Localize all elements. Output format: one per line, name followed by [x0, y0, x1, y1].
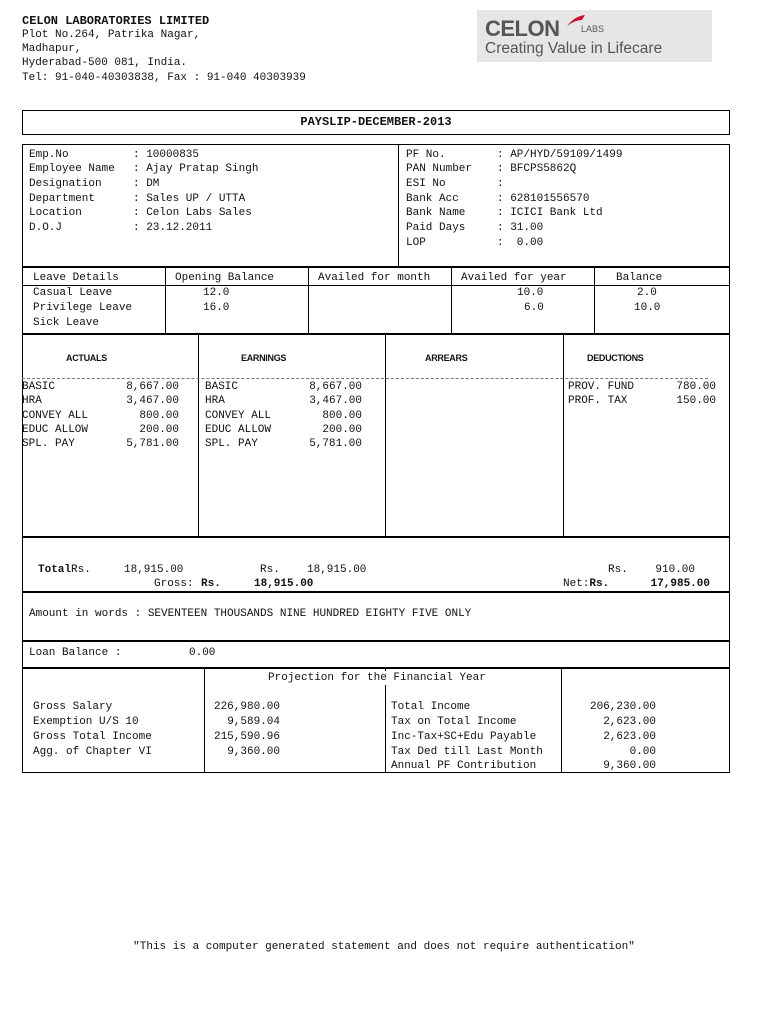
actual-item-value: 5,781.00: [126, 438, 179, 450]
projection-right-label: Inc-Tax+SC+Edu Payable: [391, 731, 537, 743]
gross-rs: Rs.: [201, 578, 221, 590]
company-contact: Tel: 91-040-40303838, Fax : 91-040 40303939: [22, 72, 306, 84]
projection-left-value: 9,360.00: [227, 746, 280, 758]
paid-days-value: : 31.00: [497, 222, 544, 234]
actual-item-label: SPL. PAY: [22, 438, 75, 450]
net-label: Net:: [563, 578, 590, 590]
loan-box: [22, 641, 730, 668]
projection-left-label: Gross Salary: [33, 701, 113, 713]
deduction-item-value: 780.00: [676, 381, 716, 393]
leave-header-balance: Balance: [616, 272, 663, 284]
pan-value: : BFCPS5862Q: [497, 163, 577, 175]
gross-value: 18,915.00: [254, 578, 314, 590]
projection-left-label: Agg. of Chapter VI: [33, 746, 152, 758]
department-value: : Sales UP / UTTA: [133, 193, 246, 205]
earning-item-value: 3,467.00: [309, 395, 362, 407]
actual-item-label: HRA: [22, 395, 42, 407]
total-rs: Rs.: [71, 564, 91, 576]
swoosh-icon: [565, 14, 587, 28]
projection-right-value: 2,623.00: [603, 731, 656, 743]
loan-label: Loan Balance :: [29, 647, 122, 659]
projection-right-label: Tax on Total Income: [391, 716, 517, 728]
location-value: : Celon Labs Sales: [133, 207, 252, 219]
total-actuals-value: 18,915.00: [124, 564, 184, 576]
paid-days-label: Paid Days: [406, 222, 466, 234]
actual-item-value: 8,667.00: [126, 381, 179, 393]
pf-value: : AP/HYD/59109/1499: [497, 149, 623, 161]
pf-label: PF No.: [406, 149, 446, 161]
actual-item-value: 3,467.00: [126, 395, 179, 407]
projection-title: Projection for the Financial Year: [268, 672, 486, 684]
projection-left-value: 215,590.96: [213, 731, 280, 743]
designation-label: Designation: [29, 178, 102, 190]
total-earnings-value: 18,915.00: [307, 564, 367, 576]
doj-value: : 23.12.2011: [133, 222, 213, 234]
name-value: : Ajay Pratap Singh: [133, 163, 259, 175]
leave-type: Casual Leave: [33, 287, 113, 299]
earning-item-value: 5,781.00: [309, 438, 362, 450]
page-title: PAYSLIP-DECEMBER-2013: [300, 115, 452, 129]
location-label: Location: [29, 207, 82, 219]
deduction-item-value: 150.00: [676, 395, 716, 407]
total-deductions-value: 910.00: [655, 564, 695, 576]
arrears-header: ARREARS: [425, 353, 468, 363]
net-pay-line: [563, 577, 609, 591]
loan-value: 0.00: [189, 647, 216, 659]
actual-item-label: CONVEY ALL: [22, 410, 89, 422]
earning-item-label: SPL. PAY: [205, 438, 258, 450]
name-label: Employee Name: [29, 163, 115, 175]
company-name: CELON LABORATORIES LIMITED: [22, 14, 210, 28]
logo-labs: LABS: [581, 24, 605, 34]
logo-brand: CELON: [485, 16, 560, 41]
leave-opening: 16.0: [203, 302, 230, 314]
empno-label: Emp.No: [29, 149, 69, 161]
leave-balance: 10.0: [634, 302, 661, 314]
total-line: [38, 563, 91, 577]
esi-value: :: [497, 178, 504, 190]
projection-right-value: 9,360.00: [603, 760, 656, 772]
leave-balance: 2.0: [637, 287, 657, 299]
pan-label: PAN Number: [406, 163, 473, 175]
deductions-header: DEDUCTIONS: [587, 353, 644, 363]
projection-right-value: 2,623.00: [603, 716, 656, 728]
total-earnings-rs: Rs.: [260, 564, 280, 576]
total-label: Total: [38, 564, 72, 576]
leave-type: Privilege Leave: [33, 302, 133, 314]
lop-label: LOP: [406, 237, 426, 249]
earning-item-label: EDUC ALLOW: [205, 424, 272, 436]
footer-note: "This is a computer generated statement and does not require authentication": [133, 941, 635, 953]
gross-label: Gross:: [154, 578, 194, 590]
deduction-item-label: PROF. TAX: [568, 395, 628, 407]
leave-year: 6.0: [524, 302, 544, 314]
amount-in-words: Amount in words : SEVENTEEN THOUSANDS NINE HUNDRED EIGHTY FIVE ONLY: [29, 608, 472, 620]
actual-item-label: EDUC ALLOW: [22, 424, 89, 436]
projection-right-value: 206,230.00: [589, 701, 656, 713]
leave-year: 10.0: [517, 287, 544, 299]
projection-right-label: Total Income: [391, 701, 471, 713]
projection-right-value: 0.00: [629, 746, 656, 758]
bank-acc-label: Bank Acc: [406, 193, 459, 205]
doj-label: D.O.J: [29, 222, 63, 234]
earning-item-label: HRA: [205, 395, 225, 407]
actual-item-label: BASIC: [22, 381, 56, 393]
leave-header-opening: Opening Balance: [175, 272, 275, 284]
company-logo: [477, 10, 712, 62]
net-value: 17,985.00: [650, 578, 710, 590]
lop-value: : 0.00: [497, 237, 544, 249]
logo-tagline: Creating Value in Lifecare: [485, 40, 663, 57]
leave-header-details: Leave Details: [33, 272, 119, 284]
leave-header-year: Availed for year: [461, 272, 567, 284]
leave-opening: 12.0: [203, 287, 230, 299]
department-label: Department: [29, 193, 96, 205]
leave-type: Sick Leave: [33, 317, 100, 329]
earning-item-value: 200.00: [322, 424, 362, 436]
company-address-line1: Plot No.264, Patrika Nagar,: [22, 29, 201, 41]
net-rs: Rs.: [589, 578, 610, 590]
actual-item-value: 200.00: [139, 424, 179, 436]
earning-item-value: 8,667.00: [309, 381, 362, 393]
projection-left-label: Gross Total Income: [33, 731, 152, 743]
actuals-header: ACTUALS: [66, 353, 107, 363]
projection-left-label: Exemption U/S 10: [33, 716, 139, 728]
actual-item-value: 800.00: [139, 410, 179, 422]
projection-left-value: 226,980.00: [213, 701, 280, 713]
empno-value: : 10000835: [133, 149, 200, 161]
employee-info-box: [22, 144, 730, 267]
projection-left-value: 9,589.04: [227, 716, 280, 728]
bank-acc-value: : 628101556570: [497, 193, 590, 205]
company-address-line2: Madhapur,: [22, 43, 82, 55]
leave-header-month: Availed for month: [318, 272, 431, 284]
esi-label: ESI No: [406, 178, 446, 190]
projection-right-label: Tax Ded till Last Month: [391, 746, 543, 758]
earning-item-label: BASIC: [205, 381, 239, 393]
total-deductions-rs: Rs.: [608, 564, 628, 576]
bank-name-value: : ICICI Bank Ltd: [497, 207, 603, 219]
designation-value: : DM: [133, 178, 160, 190]
projection-right-label: Annual PF Contribution: [391, 760, 537, 772]
earning-item-label: CONVEY ALL: [205, 410, 272, 422]
earnings-header: EARNINGS: [241, 353, 287, 363]
earning-item-value: 800.00: [322, 410, 362, 422]
deduction-item-label: PROV. FUND: [568, 381, 635, 393]
company-address-line3: Hyderabad-500 081, India.: [22, 57, 188, 69]
bank-name-label: Bank Name: [406, 207, 466, 219]
